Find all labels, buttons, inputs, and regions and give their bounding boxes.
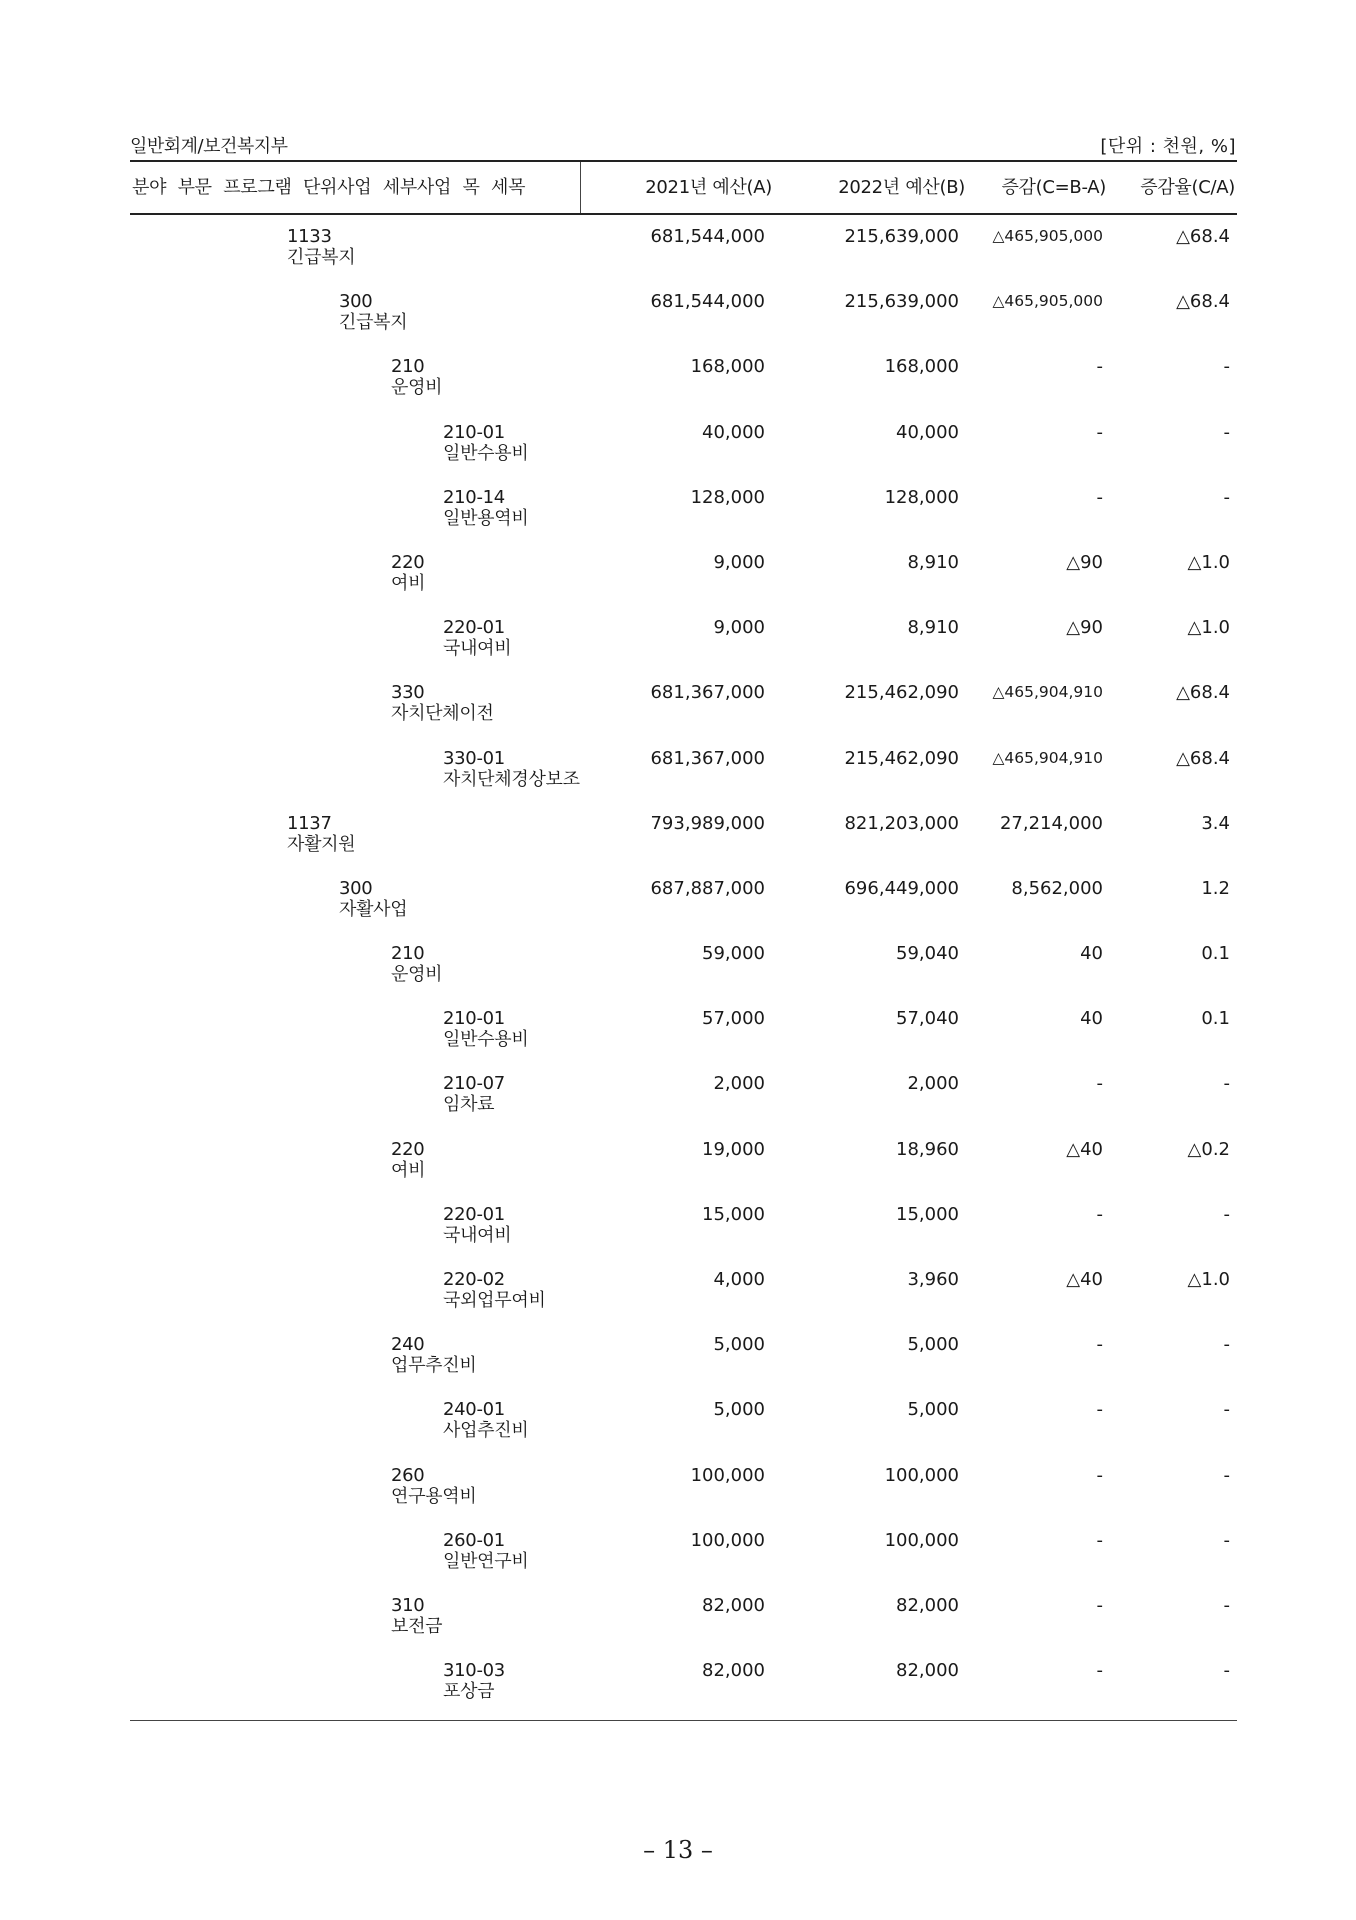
row-code: 240 [391, 1334, 425, 1356]
row-code: 210-01 [443, 1008, 505, 1030]
cell-change: - [1096, 421, 1103, 443]
cell-change-rate: - [1223, 1334, 1230, 1356]
row-name: 사업추진비 [443, 1420, 529, 1442]
header-budget-2022: 2022년 예산(B) [838, 177, 965, 198]
cell-change: - [1096, 1334, 1103, 1356]
cell-budget-2022: 168,000 [884, 356, 959, 378]
cell-change: 27,214,000 [999, 812, 1103, 834]
cell-budget-2021: 19,000 [702, 1138, 765, 1160]
table-row [0, 483, 1356, 548]
row-name: 자치단체이전 [391, 703, 494, 725]
row-label [443, 617, 511, 659]
row-label [443, 1530, 528, 1572]
cell-budget-2022: 5,000 [907, 1334, 959, 1356]
cell-budget-2021: 4,000 [713, 1269, 765, 1290]
cell-budget-2021: 681,367,000 [650, 747, 765, 769]
cell-change: 40 [1080, 943, 1103, 965]
page-number: – 13 – [643, 1836, 713, 1864]
row-code: 260-01 [443, 1529, 505, 1551]
cell-budget-2021: 100,000 [690, 1529, 765, 1551]
cell-change-rate: △68.4 [1176, 682, 1230, 704]
table-row [0, 1461, 1356, 1526]
cell-budget-2021: 82,000 [702, 1594, 765, 1616]
row-code: 210-14 [443, 486, 505, 508]
cell-change: △465,905,000 [992, 292, 1103, 311]
row-code: 1137 [287, 812, 332, 834]
cell-budget-2022: 2,000 [907, 1073, 959, 1095]
cell-change: △90 [1066, 551, 1103, 573]
row-code: 330-01 [443, 747, 505, 769]
table-row [0, 222, 1356, 287]
table-row [0, 1526, 1356, 1591]
header-change-rate: 증감율(C/A) [1140, 177, 1235, 198]
cell-budget-2021: 57,000 [702, 1008, 765, 1030]
cell-budget-2022: 215,462,090 [844, 682, 959, 704]
cell-budget-2022: 82,000 [896, 1594, 959, 1616]
table-row [0, 1591, 1356, 1656]
table-row [0, 1200, 1356, 1265]
row-label [443, 748, 580, 790]
table-row [0, 809, 1356, 874]
row-name: 자활사업 [339, 898, 408, 920]
cell-change-rate: - [1223, 1660, 1230, 1682]
row-label [391, 1595, 442, 1637]
cell-budget-2021: 681,544,000 [650, 226, 765, 247]
cell-change: - [1096, 486, 1103, 508]
cell-change-rate: - [1223, 486, 1230, 508]
row-label [391, 1139, 425, 1181]
row-label [391, 943, 442, 985]
header-change: 증감(C=B-A) [1001, 177, 1106, 198]
row-code: 220 [391, 1138, 425, 1160]
row-name: 자치단체경상보조 [443, 768, 580, 790]
cell-change-rate: 3.4 [1201, 812, 1230, 834]
table-row [0, 1656, 1356, 1721]
row-code: 210-01 [443, 421, 505, 443]
cell-change-rate: - [1223, 1073, 1230, 1095]
cell-budget-2021: 15,000 [702, 1203, 765, 1225]
cell-budget-2022: 57,040 [896, 1008, 959, 1030]
table-header-rule [130, 213, 1237, 215]
row-name: 긴급복지 [339, 312, 408, 334]
cell-change: △40 [1066, 1269, 1103, 1290]
table-bottom-rule [130, 1720, 1237, 1721]
cell-budget-2022: 215,639,000 [844, 226, 959, 247]
cell-budget-2021: 681,367,000 [650, 682, 765, 704]
cell-budget-2022: 18,960 [896, 1138, 959, 1160]
row-label [391, 1465, 476, 1507]
row-code: 220-01 [443, 617, 505, 639]
row-label [287, 813, 355, 855]
cell-budget-2021: 168,000 [690, 356, 765, 378]
row-label [443, 1660, 505, 1702]
cell-budget-2022: 100,000 [884, 1529, 959, 1551]
cell-change-rate: 1.2 [1201, 877, 1230, 899]
cell-change-rate: △68.4 [1176, 291, 1230, 313]
cell-budget-2021: 40,000 [702, 421, 765, 443]
cell-change: △465,904,910 [992, 683, 1103, 702]
row-name: 여비 [391, 572, 426, 594]
row-name: 포상금 [443, 1681, 495, 1703]
row-label [443, 487, 528, 529]
row-code: 220-01 [443, 1203, 505, 1225]
row-name: 여비 [391, 1159, 426, 1181]
table-row [0, 287, 1356, 352]
table-row [0, 1265, 1356, 1330]
cell-budget-2022: 821,203,000 [844, 812, 959, 834]
row-code: 210-07 [443, 1073, 505, 1095]
cell-budget-2021: 5,000 [713, 1399, 765, 1421]
table-row [0, 1395, 1356, 1460]
row-label [287, 226, 355, 268]
cell-change-rate: - [1223, 1399, 1230, 1421]
row-code: 210 [391, 943, 425, 965]
cell-budget-2021: 9,000 [713, 551, 765, 573]
cell-budget-2022: 5,000 [907, 1399, 959, 1421]
cell-budget-2021: 793,989,000 [650, 812, 765, 834]
cell-change-rate: △1.0 [1187, 617, 1230, 639]
cell-budget-2021: 681,544,000 [650, 291, 765, 313]
cell-change: 8,562,000 [1011, 877, 1103, 899]
row-name: 업무추진비 [391, 1355, 477, 1377]
row-label [443, 1399, 528, 1441]
cell-budget-2022: 3,960 [907, 1269, 959, 1290]
table-row [0, 939, 1356, 1004]
cell-change: - [1096, 1464, 1103, 1486]
table-header [0, 162, 1356, 213]
cell-change: 40 [1080, 1008, 1103, 1030]
cell-change: - [1096, 1203, 1103, 1225]
cell-budget-2021: 59,000 [702, 943, 765, 965]
table-row [0, 1330, 1356, 1395]
row-name: 일반수용비 [443, 1029, 529, 1051]
cell-change-rate: 0.1 [1201, 1008, 1230, 1030]
table-row [0, 352, 1356, 417]
row-label [339, 878, 407, 920]
row-code: 300 [339, 877, 373, 899]
cell-budget-2022: 215,462,090 [844, 747, 959, 769]
cell-budget-2022: 40,000 [896, 421, 959, 443]
row-code: 310 [391, 1594, 425, 1616]
cell-budget-2022: 696,449,000 [844, 877, 959, 899]
row-name: 보전금 [391, 1615, 443, 1637]
cell-change: - [1096, 1399, 1103, 1421]
cell-change: - [1096, 1073, 1103, 1095]
row-name: 자활지원 [287, 833, 356, 855]
row-name: 운영비 [391, 377, 443, 399]
cell-change-rate: - [1223, 1464, 1230, 1486]
cell-change-rate: - [1223, 1529, 1230, 1551]
cell-budget-2021: 5,000 [713, 1334, 765, 1356]
cell-change-rate: △68.4 [1176, 747, 1230, 769]
row-label [391, 356, 442, 398]
row-name: 연구용역비 [391, 1485, 477, 1507]
row-code: 210 [391, 356, 425, 378]
cell-change-rate: - [1223, 421, 1230, 443]
row-label [443, 1269, 546, 1311]
cell-change: △465,905,000 [992, 227, 1103, 245]
cell-budget-2022: 82,000 [896, 1660, 959, 1682]
cell-change: - [1096, 1660, 1103, 1682]
row-code: 330 [391, 682, 425, 704]
table-row [0, 1069, 1356, 1134]
row-label [339, 291, 407, 333]
account-title: 일반회계/보건복지부 [130, 136, 288, 157]
row-label [391, 552, 425, 594]
row-name: 국내여비 [443, 1224, 512, 1246]
row-label [443, 422, 528, 464]
row-name: 긴급복지 [287, 247, 356, 268]
cell-budget-2022: 100,000 [884, 1464, 959, 1486]
row-code: 260 [391, 1464, 425, 1486]
cell-change-rate: △1.0 [1187, 551, 1230, 573]
row-label [391, 682, 494, 724]
cell-budget-2021: 9,000 [713, 617, 765, 639]
cell-budget-2022: 8,910 [907, 551, 959, 573]
cell-change: △90 [1066, 617, 1103, 639]
cell-change-rate: - [1223, 1594, 1230, 1616]
row-name: 운영비 [391, 964, 443, 986]
table-row [0, 548, 1356, 613]
cell-change-rate: △1.0 [1187, 1269, 1230, 1290]
cell-change-rate: - [1223, 356, 1230, 378]
header-column-divider [580, 162, 581, 213]
header-category: 분야 부문 프로그램 단위사업 세부사업 목 세목 [132, 177, 526, 198]
cell-budget-2022: 15,000 [896, 1203, 959, 1225]
row-code: 220 [391, 551, 425, 573]
cell-change: △40 [1066, 1138, 1103, 1160]
row-name: 일반용역비 [443, 507, 529, 529]
table-body [0, 222, 1356, 1721]
table-row [0, 1004, 1356, 1069]
table-row [0, 678, 1356, 743]
cell-change-rate: △0.2 [1187, 1138, 1230, 1160]
cell-budget-2022: 215,639,000 [844, 291, 959, 313]
cell-change-rate: 0.1 [1201, 943, 1230, 965]
row-name: 일반수용비 [443, 442, 529, 464]
row-label [443, 1204, 511, 1246]
cell-change: △465,904,910 [992, 748, 1103, 767]
cell-change-rate: - [1223, 1203, 1230, 1225]
cell-budget-2021: 128,000 [690, 486, 765, 508]
cell-change: - [1096, 1594, 1103, 1616]
table-row [0, 1135, 1356, 1200]
row-label [443, 1073, 505, 1115]
row-label [391, 1334, 476, 1376]
table-row [0, 418, 1356, 483]
unit-note: [단위 : 천원, %] [1100, 136, 1236, 157]
row-name: 임차료 [443, 1094, 495, 1116]
table-row [0, 874, 1356, 939]
table-row [0, 744, 1356, 809]
row-label [443, 1008, 528, 1050]
row-code: 300 [339, 291, 373, 313]
cell-budget-2022: 8,910 [907, 617, 959, 639]
cell-budget-2021: 687,887,000 [650, 877, 765, 899]
cell-change-rate: △68.4 [1176, 226, 1230, 247]
header-budget-2021: 2021년 예산(A) [645, 177, 772, 198]
cell-budget-2021: 100,000 [690, 1464, 765, 1486]
row-code: 310-03 [443, 1660, 505, 1682]
row-code: 220-02 [443, 1269, 505, 1290]
row-name: 국내여비 [443, 638, 512, 660]
row-code: 240-01 [443, 1399, 505, 1421]
table-row [0, 613, 1356, 678]
cell-budget-2022: 59,040 [896, 943, 959, 965]
row-name: 일반연구비 [443, 1550, 529, 1572]
cell-change: - [1096, 1529, 1103, 1551]
row-name: 국외업무여비 [443, 1290, 546, 1311]
cell-change: - [1096, 356, 1103, 378]
cell-budget-2022: 128,000 [884, 486, 959, 508]
cell-budget-2021: 82,000 [702, 1660, 765, 1682]
cell-budget-2021: 2,000 [713, 1073, 765, 1095]
row-code: 1133 [287, 226, 332, 247]
